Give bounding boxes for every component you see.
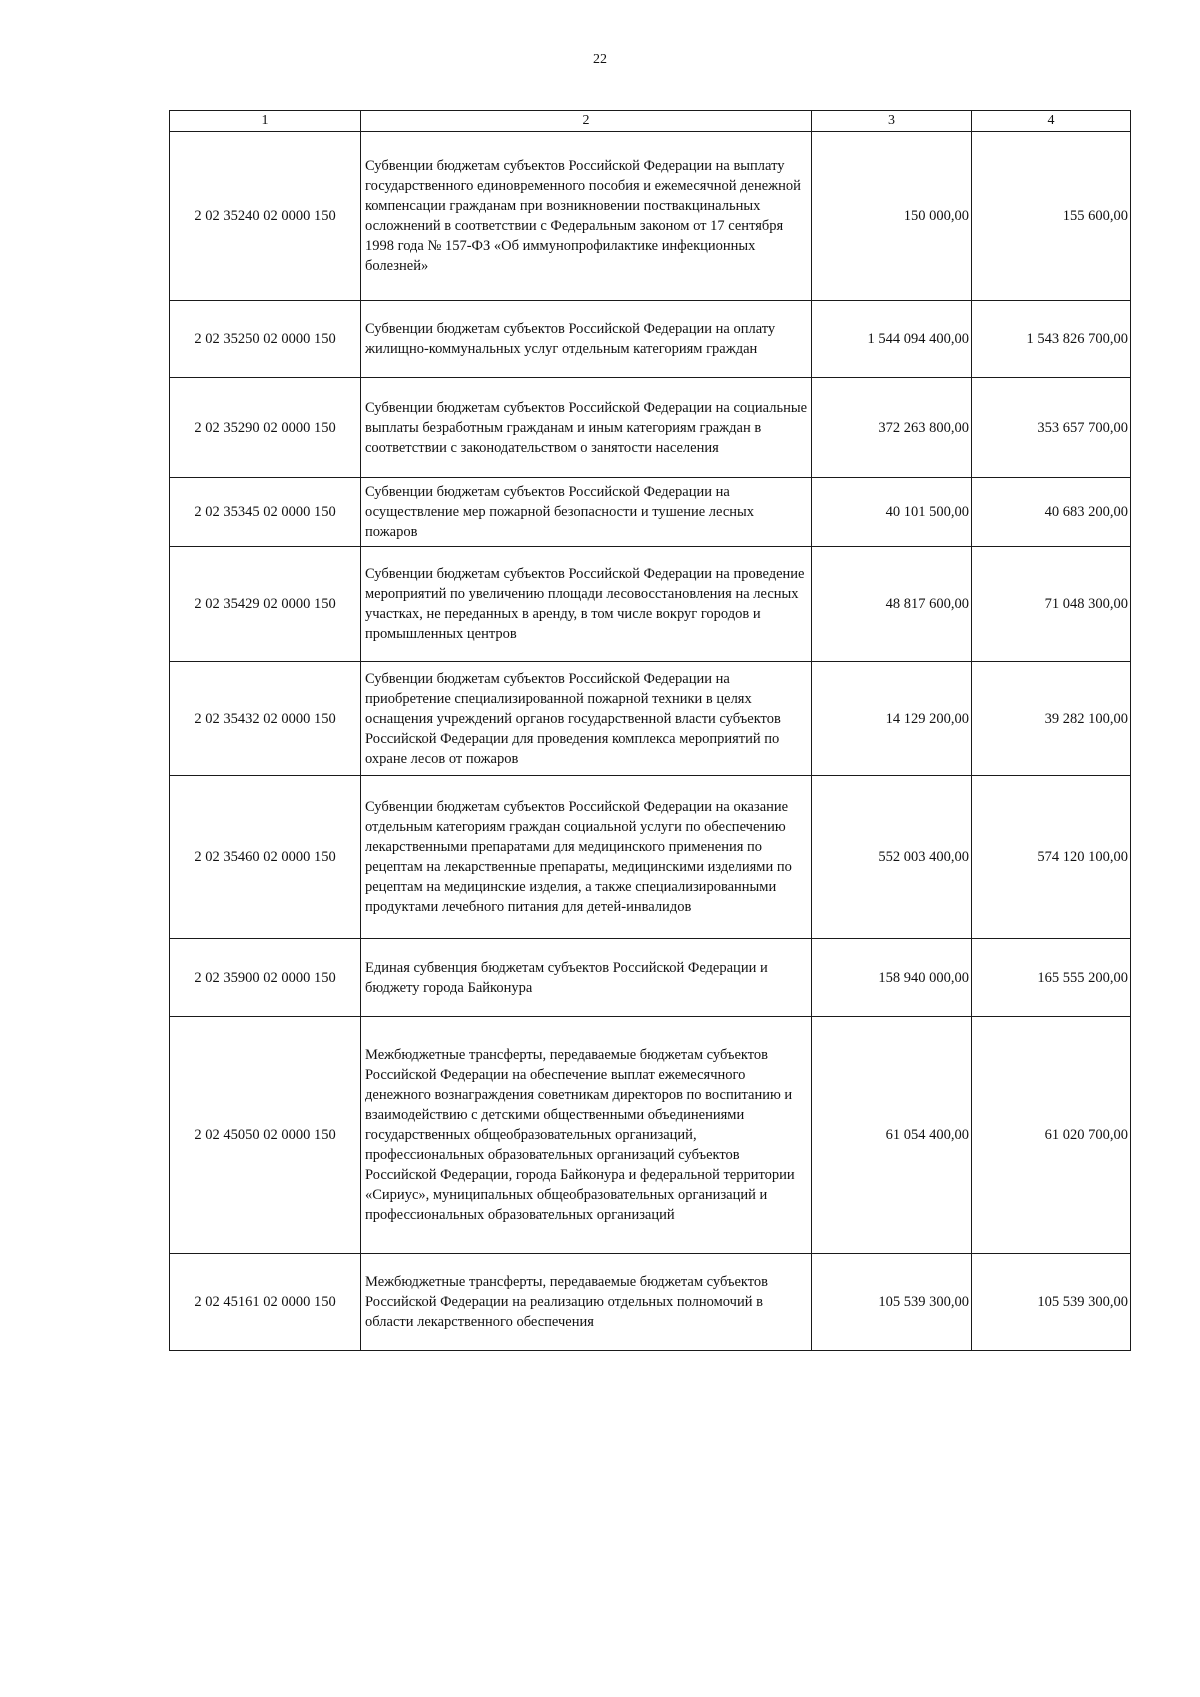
page-number: 22 bbox=[593, 52, 607, 67]
amount-col3-cell: 1 544 094 400,00 bbox=[812, 301, 972, 378]
amount-col4-cell: 155 600,00 bbox=[972, 132, 1131, 301]
description-cell: Межбюджетные трансферты, передаваемые бюджетам субъектов Российской Федерации на обеспечение выплат ежемесячного денежного вознаграждения советникам директоров по воспитанию и взаимодействию с детскими общественными объединениями государственных общеобразовательных организаций, профессиональных образовательных организаций субъектов Российской Федерации, города Байконура и федеральной территории «Сириус», муниципальных общеобразовательных организаций и профессиональных образовательных организаций bbox=[361, 1017, 812, 1254]
amount-col4-cell: 1 543 826 700,00 bbox=[972, 301, 1131, 378]
amount-col4-cell: 165 555 200,00 bbox=[972, 939, 1131, 1017]
table-row bbox=[170, 478, 1131, 547]
description-cell: Субвенции бюджетам субъектов Российской Федерации на оказание отдельным категориям граждан социальной услуги по обеспечению лекарственными препаратами для медицинского применения по рецептам на лекарственные препараты, медицинскими изделиями по рецептам на медицинские изделия, а также специализированными продуктами лечебного питания для детей-инвалидов bbox=[361, 776, 812, 939]
amount-col3-cell: 150 000,00 bbox=[812, 132, 972, 301]
budget-code-cell: 2 02 35432 02 0000 150 bbox=[170, 662, 361, 776]
amount-col3-cell: 61 054 400,00 bbox=[812, 1017, 972, 1254]
amount-col3-cell: 158 940 000,00 bbox=[812, 939, 972, 1017]
amount-col3-cell: 105 539 300,00 bbox=[812, 1254, 972, 1351]
amount-col3-cell: 552 003 400,00 bbox=[812, 776, 972, 939]
table-row bbox=[170, 1254, 1131, 1351]
amount-col4-cell: 105 539 300,00 bbox=[972, 1254, 1131, 1351]
description-cell: Межбюджетные трансферты, передаваемые бюджетам субъектов Российской Федерации на реализацию отдельных полномочий в области лекарственного обеспечения bbox=[361, 1254, 812, 1351]
amount-col3-cell: 48 817 600,00 bbox=[812, 547, 972, 662]
amount-col3-cell: 372 263 800,00 bbox=[812, 378, 972, 478]
budget-code-cell: 2 02 35290 02 0000 150 bbox=[170, 378, 361, 478]
amount-col4-cell: 39 282 100,00 bbox=[972, 662, 1131, 776]
table-row bbox=[170, 301, 1131, 378]
description-cell: Субвенции бюджетам субъектов Российской Федерации на оплату жилищно-коммунальных услуг отдельным категориям граждан bbox=[361, 301, 812, 378]
table-row bbox=[170, 378, 1131, 478]
amount-col4-cell: 574 120 100,00 bbox=[972, 776, 1131, 939]
column-header-2: 2 bbox=[361, 111, 812, 132]
budget-code-cell: 2 02 35460 02 0000 150 bbox=[170, 776, 361, 939]
amount-col4-cell: 71 048 300,00 bbox=[972, 547, 1131, 662]
budget-code-cell: 2 02 35240 02 0000 150 bbox=[170, 132, 361, 301]
amount-col4-cell: 40 683 200,00 bbox=[972, 478, 1131, 547]
amount-col4-cell: 353 657 700,00 bbox=[972, 378, 1131, 478]
amount-col4-cell: 61 020 700,00 bbox=[972, 1017, 1131, 1254]
table-row bbox=[170, 939, 1131, 1017]
description-cell: Субвенции бюджетам субъектов Российской Федерации на проведение мероприятий по увеличению площади лесовосстановления на лесных участках, не переданных в аренду, в том числе вокруг городов и промышленных центров bbox=[361, 547, 812, 662]
budget-table bbox=[169, 110, 1131, 1351]
budget-code-cell: 2 02 35250 02 0000 150 bbox=[170, 301, 361, 378]
column-header-4: 4 bbox=[972, 111, 1131, 132]
description-cell: Субвенции бюджетам субъектов Российской Федерации на выплату государственного единовременного пособия и ежемесячной денежной компенсации гражданам при возникновении поствакцинальных осложнений в соответствии с Федеральным законом от 17 сентября 1998 года № 157-ФЗ «Об иммунопрофилактике инфекционных болезней» bbox=[361, 132, 812, 301]
amount-col3-cell: 40 101 500,00 bbox=[812, 478, 972, 547]
table-row bbox=[170, 132, 1131, 301]
table-row bbox=[170, 1017, 1131, 1254]
budget-code-cell: 2 02 35345 02 0000 150 bbox=[170, 478, 361, 547]
column-header-3: 3 bbox=[812, 111, 972, 132]
table-row bbox=[170, 547, 1131, 662]
description-cell: Субвенции бюджетам субъектов Российской Федерации на социальные выплаты безработным гражданам и иным категориям граждан в соответствии с законодательством о занятости населения bbox=[361, 378, 812, 478]
description-cell: Субвенции бюджетам субъектов Российской Федерации на осуществление мер пожарной безопасности и тушение лесных пожаров bbox=[361, 478, 812, 547]
budget-code-cell: 2 02 45050 02 0000 150 bbox=[170, 1017, 361, 1254]
table-header-row bbox=[170, 111, 1131, 132]
table-row bbox=[170, 662, 1131, 776]
table-row bbox=[170, 776, 1131, 939]
amount-col3-cell: 14 129 200,00 bbox=[812, 662, 972, 776]
column-header-1: 1 bbox=[170, 111, 361, 132]
budget-code-cell: 2 02 35429 02 0000 150 bbox=[170, 547, 361, 662]
description-cell: Субвенции бюджетам субъектов Российской Федерации на приобретение специализированной пожарной техники в целях оснащения учреждений органов государственной власти субъектов Российской Федерации для проведения комплекса мероприятий по охране лесов от пожаров bbox=[361, 662, 812, 776]
budget-code-cell: 2 02 45161 02 0000 150 bbox=[170, 1254, 361, 1351]
description-cell: Единая субвенция бюджетам субъектов Российской Федерации и бюджету города Байконура bbox=[361, 939, 812, 1017]
budget-code-cell: 2 02 35900 02 0000 150 bbox=[170, 939, 361, 1017]
